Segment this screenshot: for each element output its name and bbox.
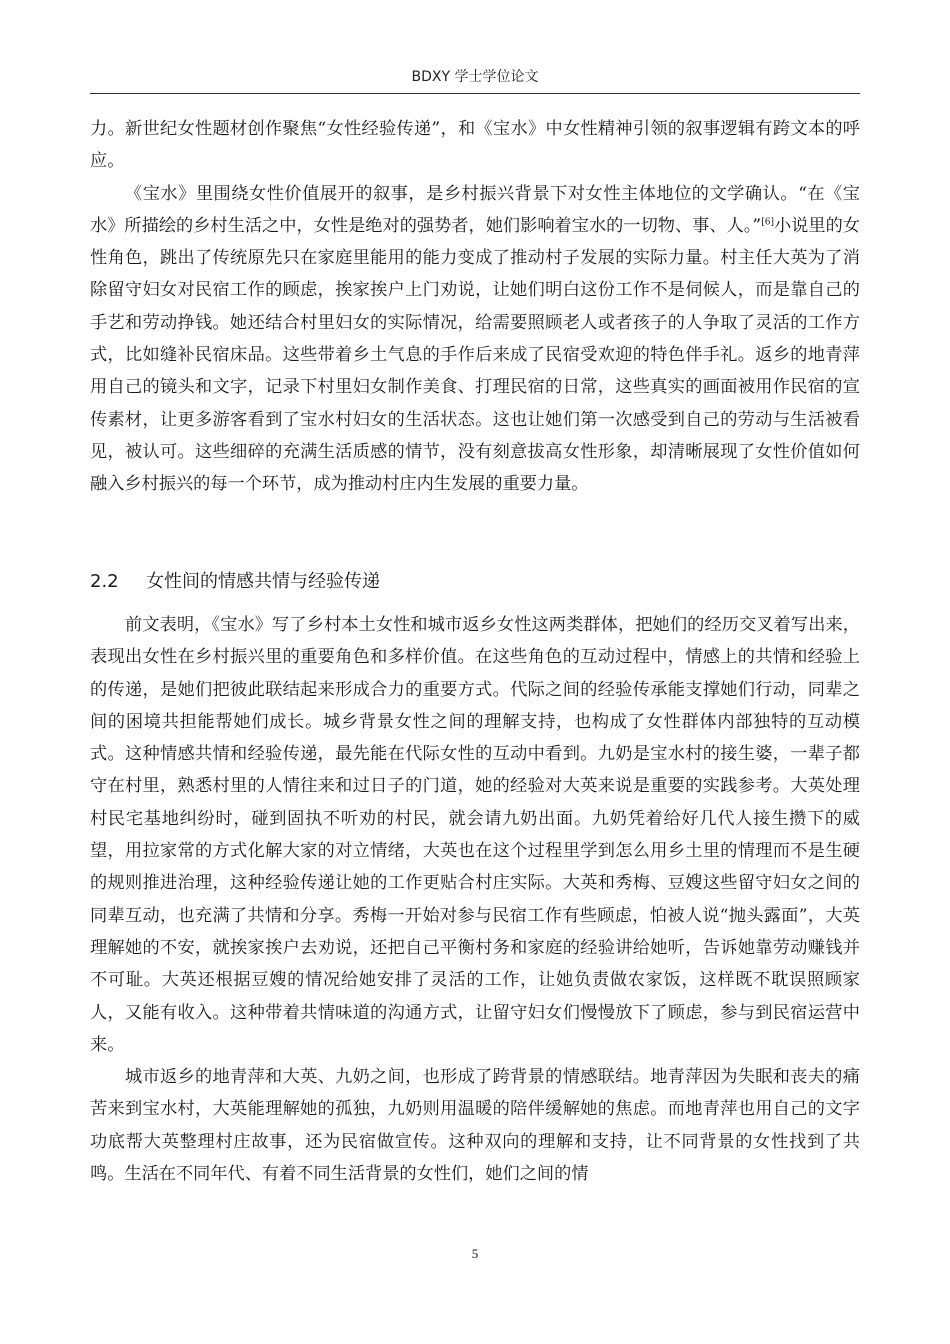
section-number: 2.2 xyxy=(90,571,119,592)
paragraph-cross-background: 城市返乡的地青萍和大英、九奶之间，也形成了跨背景的情感联结。地青萍因为失眠和丧夫的痛苦来到宝水村，大英能理解她的孤独，九奶则用温暖的陪伴缓解她的焦虑。而地青萍也用自己的文字功底帮大英整理村庄故事，还为民宿做宣传。这种双向的理解和支持，让不同背景的女性找到了共鸣。生活在不同年代、有着不同生活背景的女性们，她们之间的情 xyxy=(90,1067,860,1185)
body-text-section xyxy=(90,609,860,1190)
running-header: BDXY 学士学位论文 xyxy=(411,69,539,85)
paragraph-women-value xyxy=(90,178,860,501)
section-heading xyxy=(90,570,860,594)
header-rule xyxy=(90,93,860,94)
paragraph-continuation: 力。新世纪女性题材创作聚焦“女性经验传递”，和《宝水》中女性精神引领的叙事逻辑有跨文本的呼应。 xyxy=(90,119,860,172)
body-text-top xyxy=(90,113,860,501)
paragraph-text: 小说里的女性角色，跳出了传统原先只在家庭里能用的能力变成了推动村子发展的实际力量。村主任大英为了消除留守妇女对民宿工作的顾虑，挨家挨户上门劝说，让她们明白这份工作不是伺候人，而是靠自己的手艺和劳动挣钱。她还结合村里妇女的实际情况，给需要照顾老人或者孩子的人争取了灵活的工作方式，比如缝补民宿床品。这些带着乡土气息的手作后来成了民宿受欢迎的特色伴手礼。返乡的地青萍用自己的镜头和文字，记录下村里妇女制作美食、打理民宿的日常，这些真实的画面被用作民宿的宣传素材，让更多游客看到了宝水村妇女的生活状态。这也让她们第一次感受到自己的劳动与生活被看见，被认可。这些细碎的充满生活质感的情节，没有刻意拔高女性形象，却清晰展现了女性价值如何融入乡村振兴的每一个环节，成为推动村庄内生发展的重要力量。 xyxy=(90,215,860,495)
page-number: 5 xyxy=(471,1246,479,1261)
section-title: 女性间的情感共情与经验传递 xyxy=(146,571,380,592)
section-title-block xyxy=(90,570,860,594)
citation-ref[interactable]: [6] xyxy=(761,217,774,228)
paragraph-empathy: 前文表明，《宝水》写了乡村本土女性和城市返乡女性这两类群体，把她们的经历交叉着写出来，表现出女性在乡村振兴里的重要角色和多样价值。在这些角色的互动过程中，情感上的共情和经验上的传递，是她们把彼此联结起来形成合力的重要方式。代际之间的经验传承能支撑她们行动，同辈之间的困境共担能帮她们成长。城乡背景女性之间的理解支持，也构成了女性群体内部独特的互动模式。这种情感共情和经验传递，最先能在代际女性的互动中看到。九奶是宝水村的接生婆，一辈子都守在村里，熟悉村里的人情往来和过日子的门道，她的经验对大英来说是重要的实践参考。大英处理村民宅基地纠纷时，碰到固执不听劝的村民，就会请九奶出面。九奶凭着给好几代人接生攒下的威望，用拉家常的方式化解大家的对立情绪，大英也在这个过程里学到怎么用乡土里的情理而不是生硬的规则推进治理，这种经验传递让她的工作更贴合村庄实际。大英和秀梅、豆嫂这些留守妇女之间的同辈互动，也充满了共情和分享。秀梅一开始对参与民宿工作有些顾虑，怕被人说“抛头露面”，大英理解她的不安，就挨家挨户去劝说，还把自己平衡村务和家庭的经验讲给她听，告诉她靠劳动赚钱并不可耻。大英还根据豆嫂的情况给她安排了灵活的工作，让她负责做农家饭，这样既不耽误照顾家人，又能有收入。这种带着共情味道的沟通方式，让留守妇女们慢慢放下了顾虑，参与到民宿运营中来。 xyxy=(90,615,860,1055)
quoted-text: 《宝水》里围绕女性价值展开的叙事，是乡村振兴背景下对女性主体地位的文学确认。“在《宝水》所描绘的乡村生活之中，女性是绝对的强势者，她们影响着宝水的一切物、事、人。” xyxy=(90,183,860,236)
